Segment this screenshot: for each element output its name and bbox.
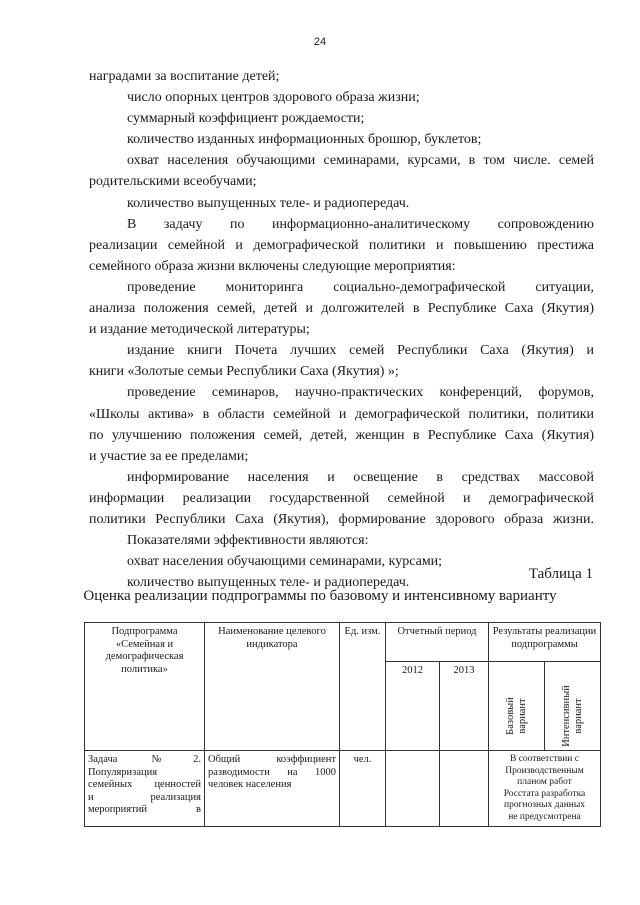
text-line: количество выпущенных теле- и радиопередач.	[127, 195, 410, 211]
cell-line: человек населения	[208, 779, 292, 790]
intensive-variant-word: Интенсивный	[560, 685, 572, 747]
body-text	[89, 66, 594, 593]
cell-line: Производственным	[505, 765, 584, 776]
unit-cell: чел.	[340, 751, 386, 827]
evaluation-table	[84, 622, 601, 827]
cell-line: и реализация	[88, 791, 201, 803]
header-intensive-variant	[545, 662, 601, 751]
text-line: книги «Золотые семьи Республики Саха (Якутия) »;	[89, 364, 399, 380]
cell-line: мероприятий в	[88, 804, 201, 815]
text-line: информации реализации государственной семейной и демографической	[89, 490, 594, 506]
text-line: издание книги Почета лучших семей Республики Саха (Якутия) и	[127, 343, 594, 359]
cell-line: прогнозных данных	[503, 800, 585, 810]
base-variant-word: вариант	[516, 698, 528, 734]
text-line: и издание методической литературы;	[89, 322, 310, 338]
header-year-2013: 2013	[440, 662, 489, 751]
header-period: Отчетный период	[386, 623, 489, 662]
text-line: наградами за воспитание детей;	[89, 69, 280, 84]
text-line: суммарный коэффициент рождаемости;	[127, 111, 365, 127]
cell-line: планом работ	[517, 777, 572, 787]
text-line: проведение семинаров, научно-практических конференций, форумов,	[127, 385, 594, 401]
text-line: охват населения обучающими семинарами, курсами, в том числе. семей	[127, 153, 594, 169]
text-line: семейного образа жизни включены следующие мероприятия:	[89, 258, 456, 274]
task-cell	[85, 751, 205, 827]
header-year-2012: 2012	[386, 662, 440, 751]
text-line: родительскими всеобучами;	[89, 174, 257, 190]
base-variant-word: Базовый	[504, 697, 516, 735]
cell-line: Задача №2.	[88, 754, 201, 765]
text-line: охват населения обучающими семинарами, курсами;	[127, 554, 443, 570]
header-unit: Ед. изм.	[340, 623, 386, 751]
text-line: реализации семейной и демографической политики и повышению престижа	[89, 237, 594, 253]
text-line: информирование населения и освещение в средствах массовой	[127, 469, 594, 485]
note-cell	[489, 751, 601, 827]
text-line: проведение мониторинга социально-демографической ситуации,	[127, 279, 594, 295]
cell-line: не предусмотрена	[508, 811, 581, 822]
text-line: число опорных центров здорового образа жизни;	[127, 90, 420, 106]
page-number: 24	[313, 36, 327, 48]
indicator-cell	[205, 751, 340, 827]
value-2013-cell	[440, 751, 489, 827]
cell-line: разводимости на 1000	[208, 766, 336, 778]
header-results: Результаты реализации подпрограммы	[489, 623, 601, 662]
text-line: «Школы актива» в области семейной и демографической политики, политики	[89, 406, 594, 422]
text-line: количество изданных информационных брошюр, буклетов;	[127, 132, 482, 148]
text-line: анализа положения семей, детей и долгожителей в Республике Саха (Якутия)	[89, 301, 594, 317]
table-label: Таблица 1	[528, 566, 593, 582]
value-2012-cell	[386, 751, 440, 827]
text-line: Показателями эффективности являются:	[127, 533, 369, 549]
cell-line: Общий коэффициент	[208, 754, 336, 765]
header-subprogram: Подпрограмма «Семейная и демографическая политика»	[85, 623, 205, 751]
cell-line: Росстата разработка	[503, 788, 586, 799]
intensive-variant-word: вариант	[572, 698, 584, 734]
text-line: и участие за ее пределами;	[89, 448, 249, 464]
header-indicator: Наименование целевого индикатора	[205, 623, 340, 751]
header-base-variant	[489, 662, 545, 751]
text-line: политики Республики Саха (Якутия), формирование здорового образа жизни.	[89, 511, 594, 527]
text-line: количество выпущенных теле- и радиопередач.	[127, 575, 410, 591]
table-title: Оценка реализации подпрограммы по базовому и интенсивному варианту	[83, 588, 557, 604]
cell-line: семейных ценностей	[88, 779, 201, 790]
cell-line: В соответствии с	[510, 754, 579, 764]
cell-line: Популяризация	[88, 766, 158, 778]
text-line: по улучшению положения семей, детей, женщин в Республике Саха (Якутия)	[89, 427, 594, 443]
text-line: В задачу по информационно-аналитическому сопровождению	[127, 216, 594, 232]
